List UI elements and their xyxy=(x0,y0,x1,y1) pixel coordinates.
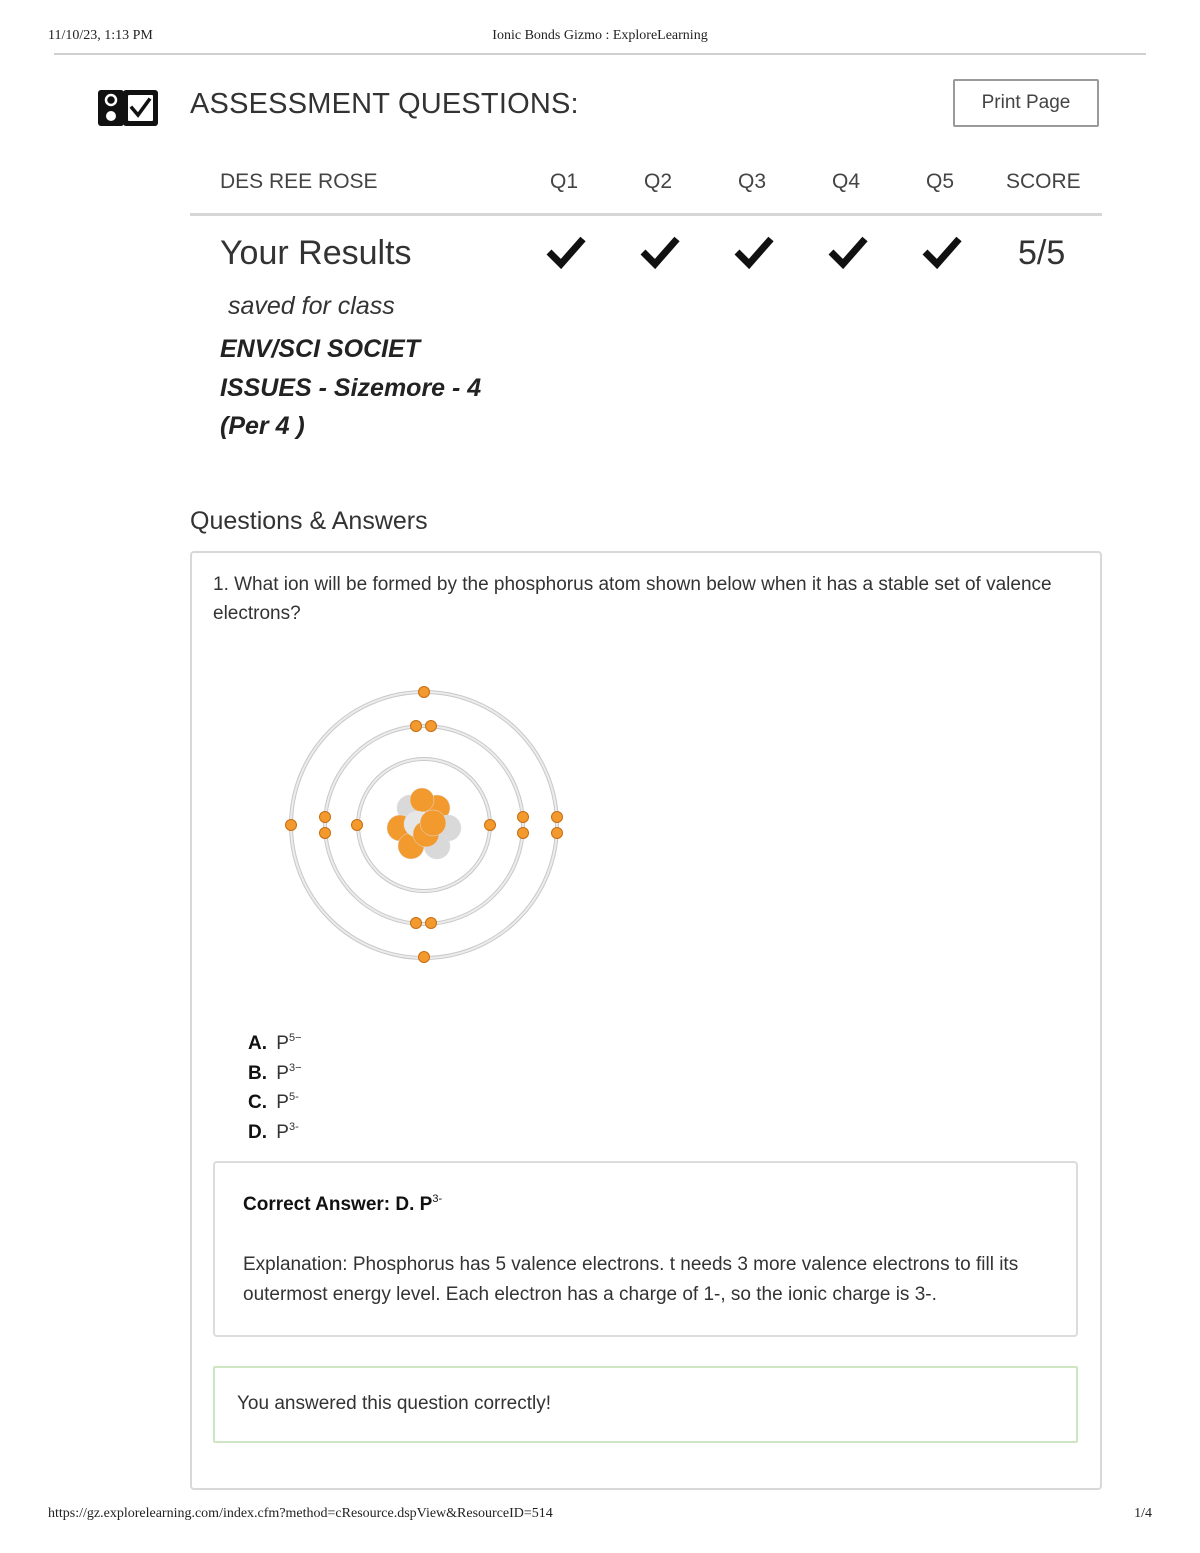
class-name-line: ISSUES - Sizemore - 4 xyxy=(220,373,482,402)
correct-answer-charge: 3- xyxy=(432,1193,443,1205)
choice-letter: A. xyxy=(248,1033,267,1054)
nucleus xyxy=(387,788,461,859)
your-results-label: Your Results xyxy=(220,234,412,272)
header-divider xyxy=(54,53,1146,55)
print-url: https://gz.explorelearning.com/index.cfm?method=cResource.dspView&ResourceID=514 xyxy=(48,1506,553,1521)
column-header-q1: Q1 xyxy=(550,170,579,193)
print-page-title: Ionic Bonds Gizmo : ExploreLearning xyxy=(492,28,708,43)
score-value: 5/5 xyxy=(1018,234,1066,272)
choice-element: P xyxy=(276,1092,289,1113)
choice-charge: 3- xyxy=(288,1120,299,1133)
print-page-button[interactable]: Print Page xyxy=(953,79,1099,127)
checkmark-icon xyxy=(734,232,774,272)
answer-choice-d xyxy=(248,1113,302,1143)
saved-for-class-label: saved for class xyxy=(228,292,395,320)
checkmark-icon xyxy=(828,232,868,272)
choice-element: P xyxy=(276,1121,289,1143)
checkmark-icon xyxy=(546,232,586,272)
choice-letter: C. xyxy=(248,1092,267,1113)
print-header xyxy=(48,28,1152,48)
bohr-model-phosphorus-diagram xyxy=(270,680,580,970)
checkmark-icon xyxy=(640,232,680,272)
choice-charge: 5− xyxy=(288,1032,302,1044)
feedback-message: You answered this question correctly! xyxy=(237,1393,552,1414)
answer-choice-a xyxy=(248,1024,302,1054)
correct-answer-value: D. P xyxy=(395,1194,433,1215)
class-name xyxy=(220,330,520,446)
correct-answer-box xyxy=(213,1161,1078,1337)
checkmark-icon xyxy=(922,232,962,272)
student-name: DES REE ROSE xyxy=(220,170,378,193)
class-name-line: ENV/SCI SOCIET xyxy=(220,335,421,363)
class-name-line: (Per 4 ) xyxy=(220,412,305,440)
assessment-title: ASSESSMENT QUESTIONS: xyxy=(190,88,579,120)
choice-element: P xyxy=(276,1033,289,1054)
print-page-number: 1/4 xyxy=(1134,1506,1152,1521)
correct-answer xyxy=(243,1193,442,1216)
qa-section-title: Questions & Answers xyxy=(190,507,428,535)
correct-answer-label: Correct Answer: xyxy=(243,1194,391,1215)
answer-choices xyxy=(248,1024,302,1142)
choice-element: P xyxy=(276,1062,289,1084)
table-divider xyxy=(190,213,1102,216)
print-datetime: 11/10/23, 1:13 PM xyxy=(48,28,153,43)
answer-choice-c xyxy=(248,1083,302,1113)
answer-choice-b xyxy=(248,1054,302,1084)
column-header-q2: Q2 xyxy=(644,170,673,193)
column-header-q3: Q3 xyxy=(738,170,767,193)
choice-charge: 5- xyxy=(288,1091,299,1103)
choice-letter: B. xyxy=(248,1062,267,1084)
column-header-score: SCORE xyxy=(1006,170,1081,193)
assessment-check-icon xyxy=(98,90,158,126)
choice-charge: 3− xyxy=(288,1061,302,1074)
print-footer xyxy=(48,1506,1152,1526)
explanation-text: Explanation: Phosphorus has 5 valence electrons. t needs 3 more valence electrons to fill its outermost energy level. Each electron has a charge of 1-, so the ionic charge is 3-. xyxy=(243,1254,1019,1305)
choice-letter: D. xyxy=(248,1121,267,1143)
question-text: 1. What ion will be formed by the phosphorus atom shown below when it has a stable set of valence electrons? xyxy=(213,574,1052,624)
column-header-q5: Q5 xyxy=(926,170,955,193)
column-header-q4: Q4 xyxy=(832,170,861,193)
